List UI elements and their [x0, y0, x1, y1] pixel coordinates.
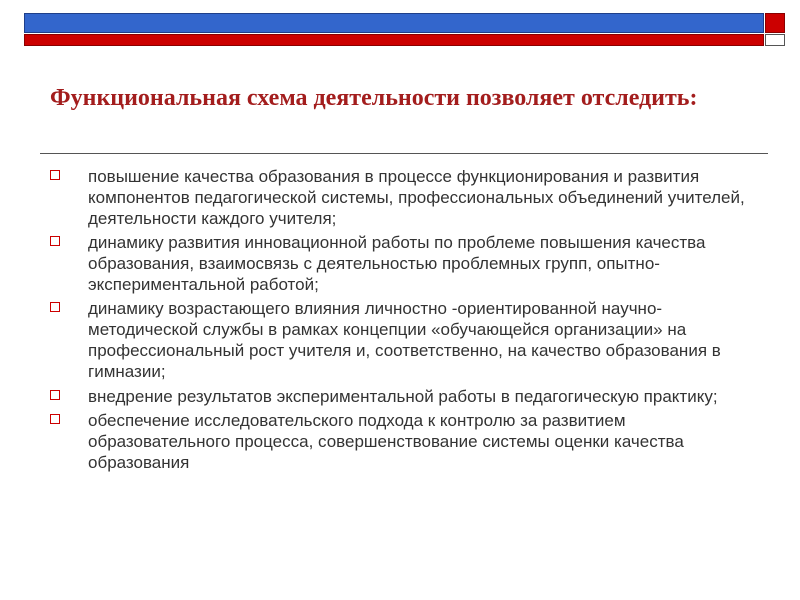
slide-title: Функциональная схема деятельности позволяет отследить: [50, 85, 698, 111]
header-red-bar [24, 34, 764, 46]
list-item-text: повышение качества образования в процессе функционирования и развития компонентов педагогической системы, профессиональных объединений учителей, деятельности каждого учителя; [88, 167, 745, 228]
square-bullet-icon [50, 236, 60, 246]
square-bullet-icon [50, 302, 60, 312]
list-item [48, 232, 760, 295]
list-item-text: внедрение результатов экспериментальной работы в педагогическую практику; [88, 387, 718, 406]
list-item [48, 298, 760, 382]
list-item [48, 166, 760, 229]
title-divider [40, 153, 768, 154]
header-white-square [765, 34, 785, 46]
list-item [48, 386, 760, 407]
square-bullet-icon [50, 390, 60, 400]
header-red-square [765, 13, 785, 33]
square-bullet-icon [50, 170, 60, 180]
bullet-list [48, 166, 760, 476]
list-item-text: обеспечение исследовательского подхода к контролю за развитием образовательного процесса, совершенствование системы оценки качества образования [88, 411, 684, 472]
header-blue-bar [24, 13, 764, 33]
square-bullet-icon [50, 414, 60, 424]
list-item [48, 410, 760, 473]
list-item-text: динамику возрастающего влияния личностно -ориентированной научно-методической службы в рамках концепции «обучающейся организации» на профессиональный рост учителя и, соответственно, на качество образования в гимназии; [88, 299, 721, 381]
list-item-text: динамику развития инновационной работы по проблеме повышения качества образования, взаимосвязь с деятельностью проблемных групп, опытно-экспериментальной работой; [88, 233, 706, 294]
